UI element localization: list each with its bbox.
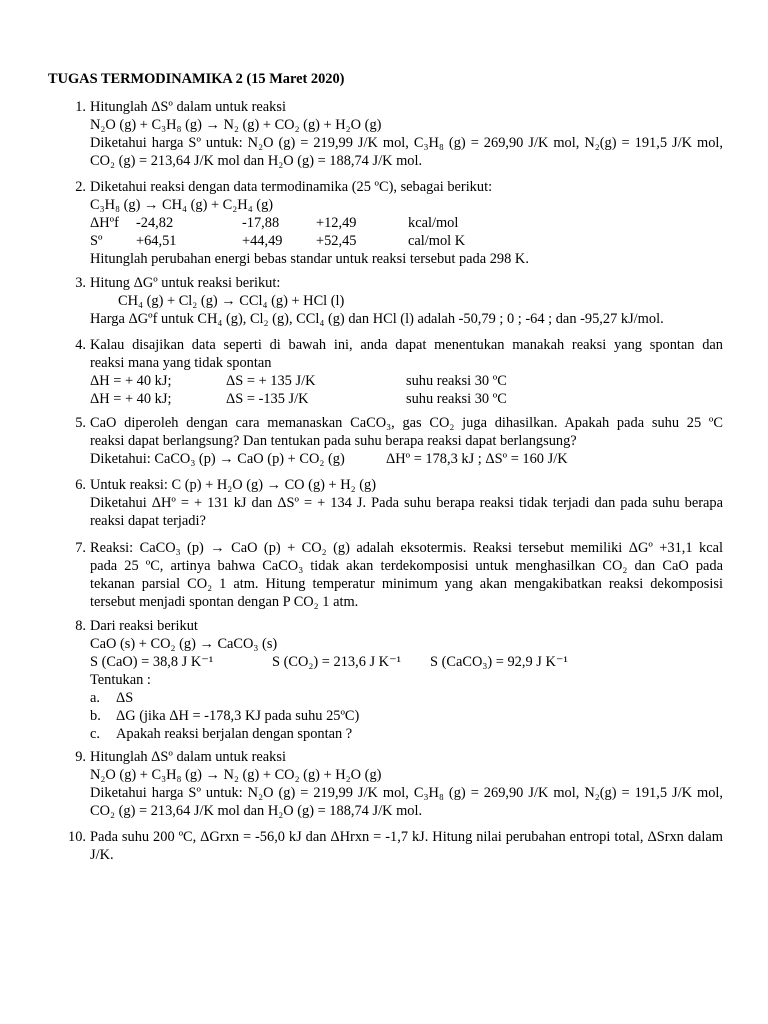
question-task: Hitunglah perubahan energi bebas standar untuk reaksi tersebut pada 298 K. <box>90 251 529 267</box>
question-number: 7. <box>75 540 86 556</box>
given-data: Diketahui harga Sº untuk: N₂O (g) = 219,99 J/K mol, C₃H₈ (g) = 269,90 J/K mol, N₂(g) = 191,5 J/K mol, <box>90 785 723 801</box>
question-text-cont: reaksi dapat terjadi? <box>90 513 206 529</box>
given-data: Diketahui ΔHº = + 131 kJ dan ΔSº = + 134 J. Pada suhu berapa reaksi tidak terjadi dan pada suhu berapa <box>90 495 723 511</box>
option-key: a. <box>90 690 100 706</box>
entropy-cao: S (CaO) = 38,8 J K⁻¹ <box>90 654 214 670</box>
unit: kcal/mol <box>408 215 459 231</box>
question-number: 8. <box>75 618 86 634</box>
reaction-equation: CaO (s) + CO₂ (g) → CaCO₃ (s) <box>90 636 278 652</box>
reaction-equation: Untuk reaksi: C (p) + H₂O (g) → CO (g) + H₂ (g) <box>90 477 377 493</box>
option-key: c. <box>90 726 100 742</box>
enthalpy-value: ΔH = + 40 kJ; <box>90 391 172 407</box>
entropy-caco3: S (CaCO₃) = 92,9 J K⁻¹ <box>430 654 568 670</box>
question-number: 2. <box>75 179 86 195</box>
page-title: TUGAS TERMODINAMIKA 2 (15 Maret 2020) <box>48 71 345 87</box>
reaction-equation: C₃H₈ (g) → CH₄ (g) + C₂H₄ (g) <box>90 197 274 213</box>
option-b <box>90 707 723 725</box>
question-number: 6. <box>75 477 86 493</box>
option-c <box>90 725 723 743</box>
question-text: Dari reaksi berikut <box>90 618 198 634</box>
row-label: ΔHºf <box>90 215 119 231</box>
data-row-2 <box>90 390 723 408</box>
question-number: 10. <box>68 829 86 845</box>
reaction-equation: N₂O (g) + C₃H₈ (g) → N₂ (g) + CO₂ (g) + H₂O (g) <box>90 117 382 133</box>
unit: cal/mol K <box>408 233 466 249</box>
entropy-value: ΔS = -135 J/K <box>226 391 309 407</box>
question-text: Hitunglah ΔSº dalam untuk reaksi <box>90 749 286 765</box>
question-text-cont: reaksi mana yang tidak spontan <box>90 355 272 371</box>
entropy-value: ΔS = + 135 J/K <box>226 373 316 389</box>
entropy-values-row <box>90 653 723 671</box>
question-text-3: tekanan parsial CO₂ 1 atm. Hitung temperatur minimum yang akan mengakibatkan reaksi dekomposisi <box>90 576 723 592</box>
question-text: Kalau disajikan data seperti di bawah ini, anda dapat menentukan manakah reaksi yang spontan dan <box>90 337 723 353</box>
given-reaction: Diketahui: CaCO₃ (p) → CaO (p) + CO₂ (g) <box>90 451 345 467</box>
enthalpy-value: ΔH = + 40 kJ; <box>90 373 172 389</box>
question-number: 1. <box>75 99 86 115</box>
question-text: Hitung ΔGº untuk reaksi berikut: <box>90 275 281 291</box>
question-text: CaO diperoleh dengan cara memanaskan CaCO₃, gas CO₂ juga dihasilkan. Apakah pada suhu 25 ºC <box>90 415 723 431</box>
option-key: b. <box>90 708 101 724</box>
option-a <box>90 689 723 707</box>
question-text-4: tersebut menjadi spontan dengan P CO₂ 1 atm. <box>90 594 359 610</box>
given-data: Diketahui harga Sº untuk: N₂O (g) = 219,99 J/K mol, C₃H₈ (g) = 269,90 J/K mol, N₂(g) = 191,5 J/K mol, <box>90 135 723 151</box>
question-text: Hitunglah ΔSº dalam untuk reaksi <box>90 99 286 115</box>
question-text: Pada suhu 200 ºC, ΔGrxn = -56,0 kJ dan ΔHrxn = -1,7 kJ. Hitung nilai perubahan entropi total, ΔSrxn dalam <box>90 829 723 845</box>
value-c2h4: +12,49 <box>316 215 357 231</box>
data-row-1 <box>90 372 723 390</box>
question-number: 9. <box>75 749 86 765</box>
reaction-equation: CH₄ (g) + Cl₂ (g) → CCl₄ (g) + HCl (l) <box>118 293 345 309</box>
given-data-cont: CO₂ (g) = 213,64 J/K mol dan H₂O (g) = 188,74 J/K mol. <box>90 153 423 169</box>
question-text: Diketahui reaksi dengan data termodinamika (25 ºC), sebagai berikut: <box>90 179 493 195</box>
question-text-cont: reaksi dapat berlangsung? Dan tentukan pada suhu berapa reaksi dapat berlangsung? <box>90 433 577 449</box>
given-data: Harga ΔGºf untuk CH₄ (g), Cl₂ (g), CCl₄ (g) dan HCl (l) adalah -50,79 ; 0 ; -64 ; dan -95,27 kJ/mol. <box>90 311 664 327</box>
given-data-row <box>90 450 723 468</box>
temperature-value: suhu reaksi 30 ºC <box>406 391 507 407</box>
question-text: Reaksi: CaCO₃ (p) → CaO (p) + CO₂ (g) adalah eksotermis. Reaksi tersebut memiliki ΔGº +31,1 kcal <box>90 540 723 556</box>
value-ch4: +44,49 <box>242 233 283 249</box>
value-c3h8: -24,82 <box>136 215 174 231</box>
given-values: ΔHº = 178,3 kJ ; ΔSº = 160 J/K <box>386 451 568 467</box>
question-text-2: pada 25 ºC, artinya bahwa CaCO₃ tidak akan terdekomposisi untuk menghasilkan CO₂ dan CaO pada <box>90 558 723 574</box>
option-text: ΔG (jika ΔH = -178,3 KJ pada suhu 25ºC) <box>116 708 360 724</box>
value-c3h8: +64,51 <box>136 233 177 249</box>
reaction-equation: N₂O (g) + C₃H₈ (g) → N₂ (g) + CO₂ (g) + H₂O (g) <box>90 767 382 783</box>
row-label: Sº <box>90 233 103 249</box>
task-heading: Tentukan : <box>90 672 151 688</box>
option-text: Apakah reaksi berjalan dengan spontan ? <box>116 726 353 742</box>
temperature-value: suhu reaksi 30 ºC <box>406 373 507 389</box>
question-number: 3. <box>75 275 86 291</box>
value-ch4: -17,88 <box>242 215 280 231</box>
question-number: 5. <box>75 415 86 431</box>
value-c2h4: +52,45 <box>316 233 357 249</box>
enthalpy-row <box>90 214 723 232</box>
question-text-cont: J/K. <box>90 847 114 863</box>
entropy-co2: S (CO₂) = 213,6 J K⁻¹ <box>272 654 401 670</box>
given-data-cont: CO₂ (g) = 213,64 J/K mol dan H₂O (g) = 188,74 J/K mol. <box>90 803 423 819</box>
question-number: 4. <box>75 337 86 353</box>
entropy-row <box>90 232 723 250</box>
option-text: ΔS <box>116 690 134 706</box>
